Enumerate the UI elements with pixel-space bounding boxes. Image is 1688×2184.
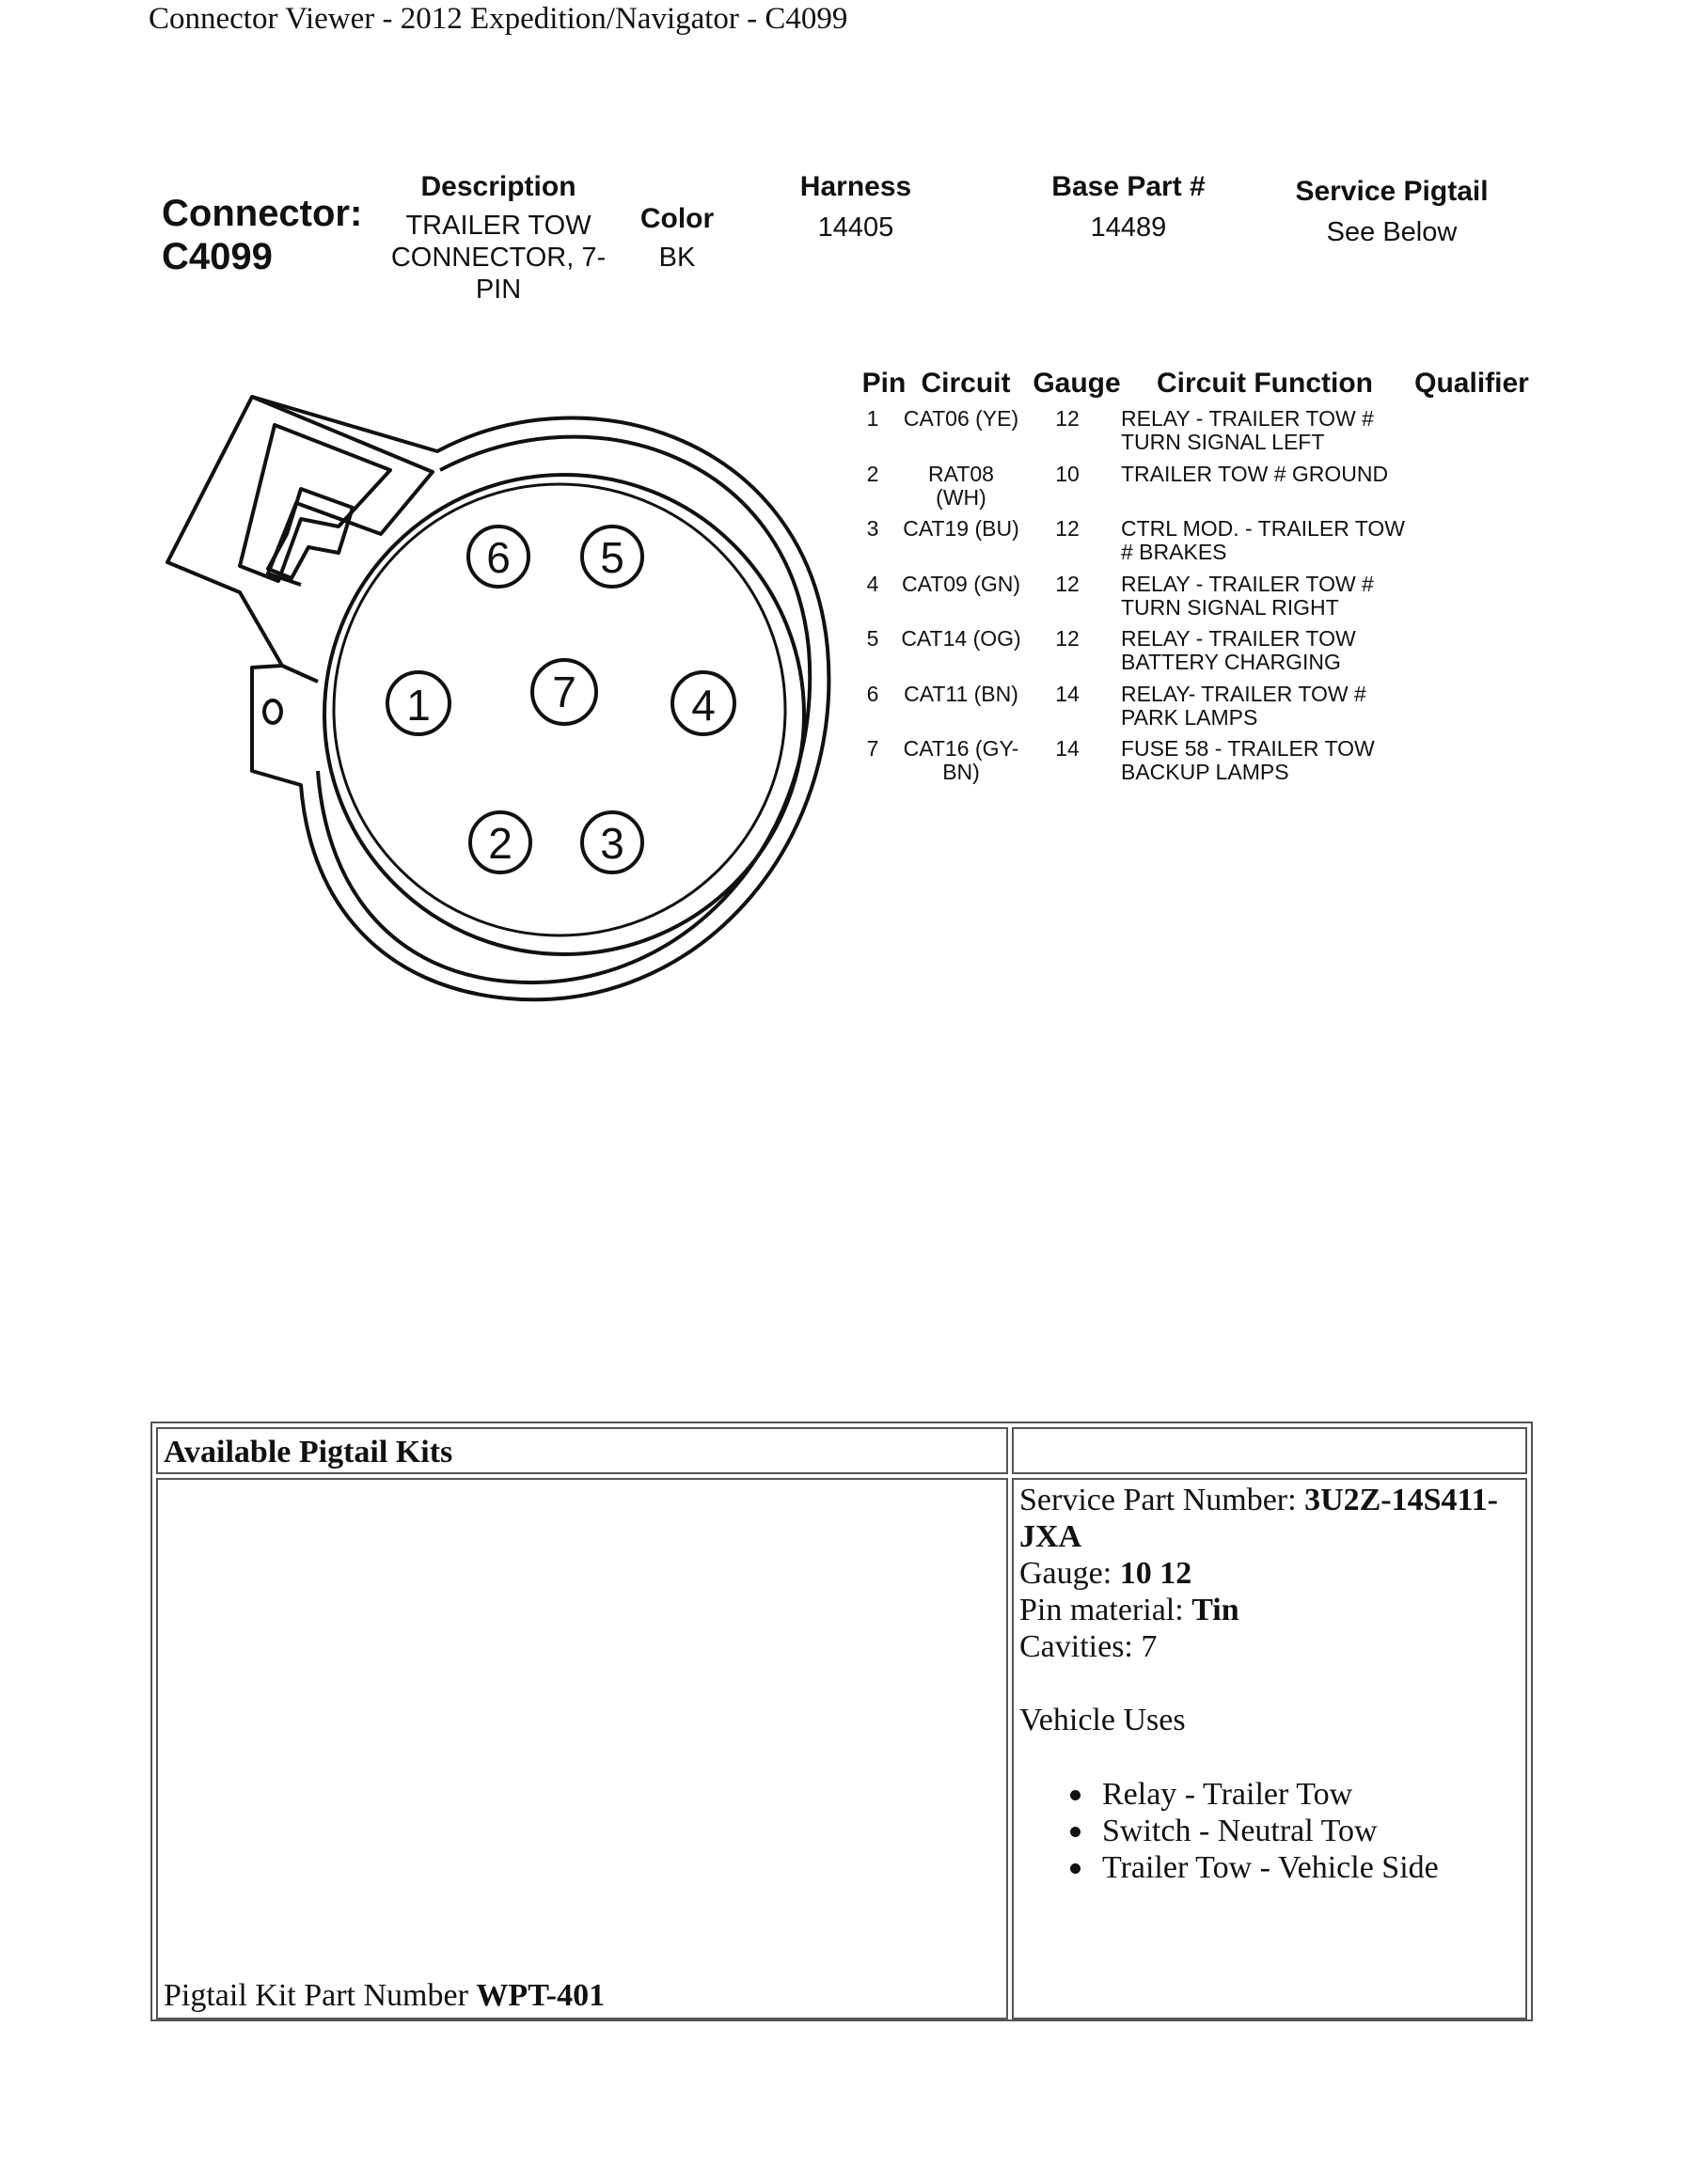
pin-table-header-qualifier: Qualifier	[1414, 368, 1529, 399]
pin-circuit	[901, 573, 1021, 596]
pin-label-1: 1	[406, 681, 431, 730]
latch-inner	[240, 425, 390, 581]
pin-gauge: 12	[1055, 626, 1080, 651]
pin-function-line: RELAY - TRAILER TOW #	[1121, 572, 1374, 596]
pin-label-5: 5	[600, 533, 624, 582]
page-title: Connector Viewer - 2012 Expedition/Navigator - C4099	[149, 2, 848, 36]
pigtail-details-cell	[1012, 1478, 1527, 2019]
pin-label-3: 3	[600, 819, 624, 868]
color-value: BK	[658, 243, 696, 273]
pigtail-kit-cell	[156, 1478, 1008, 2019]
pin-function	[1121, 627, 1422, 674]
pin-number: 1	[866, 406, 879, 431]
cavities-label: Cavities:	[1019, 1629, 1142, 1664]
pin-function-line: CTRL MOD. - TRAILER TOW	[1121, 516, 1406, 541]
latch-slot	[268, 489, 353, 578]
pin-table-header-gauge: Gauge	[1033, 368, 1121, 399]
description-value	[376, 210, 621, 306]
pin-circuit-line: CAT09 (GN)	[901, 572, 1021, 596]
pin-number: 3	[866, 516, 879, 541]
vehicle-use-item: Trailer Tow - Vehicle Side	[1068, 1849, 1518, 1886]
pin-function-line: BATTERY CHARGING	[1121, 650, 1341, 674]
pin-circuit	[901, 407, 1021, 431]
harness-header: Harness	[799, 171, 912, 202]
pin-number: 6	[866, 682, 879, 706]
vehicle-uses-label: Vehicle Uses	[1019, 1703, 1186, 1737]
service-pigtail-value: See Below	[1326, 217, 1458, 247]
pin-material-value: Tin	[1191, 1593, 1239, 1627]
description-line: PIN	[475, 275, 522, 305]
gauge-value: 10 12	[1119, 1556, 1192, 1591]
vehicle-uses-list	[1068, 1776, 1518, 1886]
housing-outline	[167, 397, 828, 999]
pin-label-7: 7	[552, 668, 576, 716]
pin-function-line: PARK LAMPS	[1121, 705, 1258, 730]
connector-label: Connector:	[162, 193, 363, 234]
pin-gauge: 12	[1055, 406, 1080, 431]
pigtail-kit-label: Pigtail Kit Part Number	[164, 1978, 477, 2013]
pin-function-line: # BRAKES	[1121, 540, 1227, 564]
pin-number: 4	[866, 572, 879, 596]
pin-number: 2	[866, 462, 879, 486]
gauge-label: Gauge:	[1019, 1556, 1120, 1591]
pigtail-header-empty-cell	[1012, 1427, 1527, 1474]
pin-function	[1121, 737, 1422, 784]
color-header: Color	[639, 203, 715, 234]
pin-circuit-line: CAT11 (BN)	[904, 682, 1018, 706]
pin-circuit	[901, 517, 1021, 541]
description-line: TRAILER TOW	[405, 211, 592, 241]
pin-function-line: RELAY - TRAILER TOW	[1121, 626, 1356, 651]
pin-table-header-circuit: Circuit	[921, 368, 1011, 399]
base-part-header: Base Part #	[1051, 171, 1206, 202]
pin-gauge: 12	[1055, 572, 1080, 596]
description-header: Description	[420, 171, 576, 202]
pin-function	[1121, 517, 1422, 564]
pin-circuit-line: CAT14 (OG)	[901, 626, 1021, 651]
pigtail-kit-number: WPT-401	[476, 1978, 606, 2013]
connector-label-block	[162, 192, 362, 278]
pin-function	[1121, 463, 1422, 486]
connector-face-diagram	[150, 367, 846, 1006]
service-part-number	[1019, 1482, 1518, 1555]
housing-edge-line	[282, 666, 318, 682]
pin-function-line: TURN SIGNAL RIGHT	[1121, 595, 1339, 620]
pigtail-details	[1019, 1482, 1518, 1886]
pin-number: 7	[866, 736, 879, 761]
pin-circuit-line: RAT08	[928, 462, 994, 486]
pin-gauge: 14	[1055, 682, 1080, 706]
pin-material-label: Pin material:	[1019, 1593, 1192, 1627]
pin-function-line: RELAY - TRAILER TOW #	[1121, 406, 1374, 431]
pin-circuit-line: BN)	[942, 760, 980, 784]
pin-circuit	[901, 683, 1021, 706]
pin-material-row	[1019, 1592, 1518, 1628]
pin-number: 5	[866, 626, 879, 651]
cavities-row	[1019, 1628, 1518, 1665]
pin-function	[1121, 573, 1422, 620]
pin-function	[1121, 683, 1422, 730]
service-part-label: Service Part Number:	[1019, 1483, 1305, 1517]
pin-circuit	[901, 627, 1021, 651]
service-part-value: 3U2Z-14S411-JXA	[1019, 1483, 1498, 1554]
pin-label-4: 4	[691, 681, 716, 730]
pin-function-line: TRAILER TOW # GROUND	[1121, 462, 1389, 486]
pin-circuit-line: (WH)	[936, 485, 986, 510]
vehicle-use-item: Relay - Trailer Tow	[1068, 1776, 1518, 1813]
pin-circuit-line: CAT19 (BU)	[903, 516, 1019, 541]
pin-circuit-line: CAT16 (GY-	[903, 736, 1019, 761]
pin-table-header-function: Circuit Function	[1157, 368, 1373, 399]
pin-label-2: 2	[488, 819, 513, 868]
pin-function-line: RELAY- TRAILER TOW #	[1121, 682, 1366, 706]
description-line: CONNECTOR, 7-	[390, 243, 607, 273]
pigtail-header-cell	[156, 1427, 1008, 1474]
pin-gauge: 10	[1055, 462, 1080, 486]
pigtail-header: Available Pigtail Kits	[164, 1435, 453, 1469]
harness-value: 14405	[817, 212, 894, 243]
connector-id: C4099	[162, 236, 273, 277]
pin-function-line: FUSE 58 - TRAILER TOW	[1121, 736, 1375, 761]
gauge-row	[1019, 1555, 1518, 1592]
pin-gauge: 14	[1055, 736, 1080, 761]
pin-function-line: BACKUP LAMPS	[1121, 760, 1289, 784]
service-pigtail-header: Service Pigtail	[1295, 176, 1489, 207]
pin-circuit	[901, 737, 1021, 784]
pin-function	[1121, 407, 1422, 454]
pin-function-line: TURN SIGNAL LEFT	[1121, 430, 1325, 454]
base-part-value: 14489	[1090, 212, 1167, 243]
pin-circuit	[901, 463, 1021, 510]
pin-label-6: 6	[486, 533, 511, 582]
pin-table-header-pin: Pin	[861, 368, 907, 399]
pin-gauge: 12	[1055, 516, 1080, 541]
tab-hole	[264, 700, 281, 723]
vehicle-use-item: Switch - Neutral Tow	[1068, 1813, 1518, 1849]
pigtail-kit-part	[164, 1977, 605, 2014]
pin-circuit-line: CAT06 (YE)	[903, 406, 1019, 431]
cavities-value: 7	[1141, 1629, 1158, 1664]
pigtail-table	[150, 1422, 1533, 2021]
